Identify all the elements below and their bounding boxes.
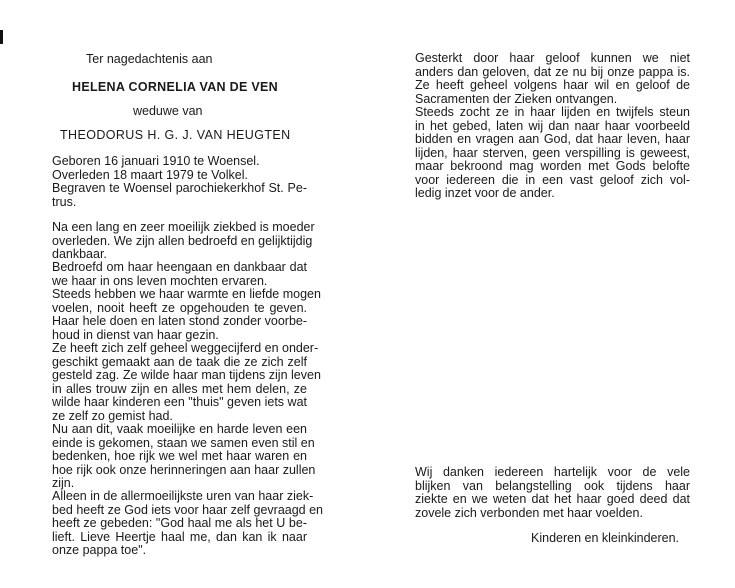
death-line: Overleden 18 maart 1979 te Volkel. bbox=[52, 167, 248, 182]
text-line: Na een lang en zeer moeilijk ziekbed is moeder bbox=[52, 220, 315, 234]
text-line: overleden. We zijn allen bedroefd en gelijktijdig bbox=[52, 233, 313, 248]
paragraph-3 bbox=[52, 287, 321, 342]
text-line: Haar hele doen en laten stond zonder voorbe- bbox=[52, 314, 308, 328]
text-line: we haar in ons leven mochten ervaren. bbox=[52, 273, 268, 288]
text-line: Wij danken iedereen hartelijk voor de vele bbox=[415, 465, 690, 479]
text-line: bedenken, hoe rijk we wel met haar waren en bbox=[52, 449, 307, 463]
paragraph-6 bbox=[52, 489, 324, 558]
text-line: dankbaar. bbox=[52, 247, 107, 261]
text-line: voor iedereen die in een vast geloof zich vol- bbox=[415, 172, 690, 187]
text-line: Steeds hebben we haar warmte en liefde mogen bbox=[52, 287, 321, 301]
text-line: houd in dienst van haar gezin. bbox=[52, 327, 219, 342]
thanks-paragraph bbox=[415, 466, 690, 520]
text-line: gesteld zag. Ze wilde haar man tijdens zijn leven bbox=[52, 368, 321, 382]
text-line: Nu aan dit, vaak moeilijke en harde leven een bbox=[52, 422, 307, 436]
right-paragraph-2 bbox=[415, 106, 690, 201]
text-line: wilde haar kinderen een "thuis" geven iets wat bbox=[52, 395, 307, 409]
text-line: blijken van belangstelling ook tijdens haar bbox=[415, 478, 690, 493]
text-line: Ze heeft geheel volgens haar wil en geloof de bbox=[415, 78, 690, 92]
right-paragraph-1 bbox=[415, 52, 690, 106]
signature: Kinderen en kleinkinderen. bbox=[531, 531, 680, 545]
text-line: Gesterkt door haar geloof kunnen we niet bbox=[415, 51, 690, 65]
paragraph-4 bbox=[52, 341, 321, 423]
text-line: voelen, nooit heeft ze opgehouden te geven. bbox=[52, 300, 307, 315]
text-line: bed heeft ze God iets voor haar zelf gevraagd en bbox=[52, 502, 324, 517]
text-line: lijden, haar sterven, geen verspilling is geweest, bbox=[415, 145, 690, 160]
text-line: zovele zich verbonden met haar voelden. bbox=[415, 505, 643, 520]
text-line: maar bekroond mag worden met Gods belofte bbox=[415, 159, 690, 173]
intro-line: Ter nagedachtenis aan bbox=[86, 52, 213, 66]
husband-name: THEODORUS H. G. J. VAN HEUGTEN bbox=[60, 128, 291, 142]
deceased-name: HELENA CORNELIA VAN DE VEN bbox=[72, 80, 278, 94]
text-line: ledig inzet voor de ander. bbox=[415, 186, 555, 200]
text-line: Alleen in de allermoeilijkste uren van haar ziek- bbox=[52, 489, 314, 503]
burial-line-cont: trus. bbox=[52, 194, 77, 209]
text-line: in het gebed, laten wij dan naar haar voorbeeld bbox=[415, 118, 690, 133]
text-line: anders dan geloven, dat ze nu bij onze pappa is. bbox=[415, 64, 690, 79]
text-line: heeft ze gebeden: "God haal me als het U be- bbox=[52, 516, 307, 530]
text-line: zijn. bbox=[52, 476, 75, 490]
fold-mark bbox=[0, 30, 3, 44]
paragraph-1 bbox=[52, 220, 315, 262]
widow-of-line: weduwe van bbox=[133, 104, 203, 118]
text-line: hoe rijk ook onze herinneringen aan haar zullen bbox=[52, 462, 316, 477]
text-line: einde is gekomen, staan we samen even stil en bbox=[52, 435, 315, 450]
burial-line: Begraven te Woensel parochiekerkhof St. Pe- bbox=[52, 181, 307, 195]
text-line: ze zelf zo gemist had. bbox=[52, 408, 173, 423]
text-line: in alles trouw zijn en alles met hem delen, ze bbox=[52, 381, 307, 396]
text-line: Bedroefd om haar heengaan en dankbaar dat bbox=[52, 260, 307, 274]
life-dates bbox=[52, 155, 307, 209]
birth-line: Geboren 16 januari 1910 te Woensel. bbox=[52, 154, 260, 168]
paragraph-5 bbox=[52, 422, 316, 491]
text-line: Steeds zocht ze in haar lijden en twijfels steun bbox=[415, 105, 690, 119]
text-line: lieft. Lieve Heertje haal me, dan kan ik naar bbox=[52, 529, 307, 544]
text-line: geschikt gemaakt aan de taak die ze zich zelf bbox=[52, 354, 307, 369]
text-line: Sacramenten der Zieken ontvangen. bbox=[415, 91, 618, 106]
text-line: Ze heeft zich zelf geheel weggecijferd en onder- bbox=[52, 341, 319, 355]
text-line: ziekte en we weten dat het haar goed deed dat bbox=[415, 492, 690, 506]
text-line: bidden en vragen aan God, dat haar leven, haar bbox=[415, 132, 690, 146]
paragraph-2 bbox=[52, 261, 307, 288]
text-line: onze pappa toe". bbox=[52, 543, 147, 557]
